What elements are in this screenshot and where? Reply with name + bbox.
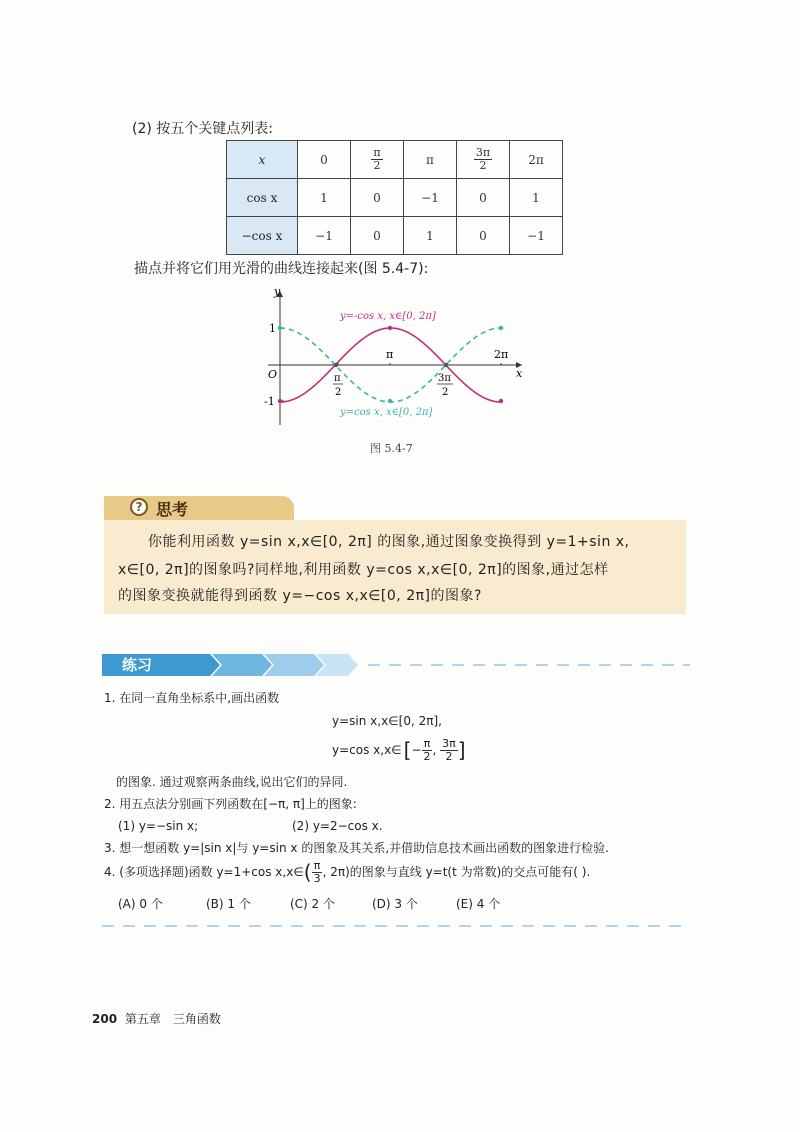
- table-cell: 1: [510, 179, 563, 217]
- point-cos: [278, 326, 282, 330]
- table-header-pi: π: [404, 141, 457, 179]
- page-number: 200: [92, 1012, 118, 1026]
- point-cos: [388, 399, 392, 403]
- table-header-3half-pi: $\frac{3\pi}{2}$: [457, 141, 510, 179]
- intersection-point: [444, 363, 448, 367]
- option-c: (C) 2 个: [290, 897, 336, 911]
- exercise-q4: 4. (多项选择题)函数 y=1+cos x,x∈ ( $\frac{\pi}{3}$ , 2π)的图象与直线 y=t(t 为常数)的交点可能有( ).: [104, 859, 591, 885]
- neg-cos-label: y=-cos x, x∈[0, 2π]: [340, 311, 436, 322]
- exercise-end-divider: [102, 924, 692, 928]
- think-line-2: x∈[0, 2π]的图象吗?同样地,利用函数 y=cos x,x∈[0, 2π]的图象,通过怎样: [118, 562, 609, 578]
- tick-pi: π: [386, 348, 394, 361]
- intersection-point: [334, 363, 338, 367]
- table-cell: −1: [510, 217, 563, 255]
- exercise-title: 练习: [122, 656, 153, 674]
- option-e: (E) 4 个: [456, 897, 501, 911]
- figure-caption: 图 5.4-7: [370, 442, 413, 455]
- key-points-table: [226, 140, 563, 255]
- think-title: 思考: [156, 500, 189, 519]
- plot-description: 描点并将它们用光滑的曲线连接起来(图 5.4-7):: [134, 261, 429, 277]
- table-cell: 0: [457, 217, 510, 255]
- tick-y-neg1: -1: [264, 395, 275, 408]
- exercise-q1-eq1: y=sin x,x∈[0, 2π],: [332, 714, 442, 728]
- exercise-q1-intro: 1. 在同一直角坐标系中,画出函数: [104, 691, 280, 705]
- tick-3half-pi-num: 3π: [438, 373, 451, 384]
- option-d: (D) 3 个: [372, 897, 418, 911]
- table-cell: 1: [404, 217, 457, 255]
- tick-y-1: 1: [269, 322, 276, 335]
- exercise-q1-eq2: y=cos x,x∈ [ − $\frac{\pi}{2}$ , $\frac{3\pi}{2}$ ]: [332, 737, 466, 763]
- point-neg-cos: [499, 399, 503, 403]
- exercise-q1-end: 的图象. 通过观察两条曲线,说出它们的异同.: [116, 775, 348, 789]
- table-cell: 0: [351, 217, 404, 255]
- think-line-1: 你能利用函数 y=sin x,x∈[0, 2π] 的图象,通过图象变换得到 y=1+sin x,: [148, 534, 630, 550]
- table-cell: −1: [298, 217, 351, 255]
- tick-half-pi-den: 2: [335, 387, 342, 398]
- tick-3half-pi-den: 2: [442, 387, 449, 398]
- exercise-q2: 2. 用五点法分别画下列函数在[−π, π]上的图象:: [104, 797, 357, 811]
- row-label-neg-cos: −cos x: [227, 217, 298, 255]
- table-cell: 0: [457, 179, 510, 217]
- table-header-0: 0: [298, 141, 351, 179]
- tick-half-pi-num: π: [334, 373, 341, 384]
- table-header-2pi: 2π: [510, 141, 563, 179]
- row-label-cos: cos x: [227, 179, 298, 217]
- option-a: (A) 0 个: [118, 897, 163, 911]
- exercise-q2-b: (2) y=2−cos x.: [292, 819, 383, 833]
- y-axis-label: y: [274, 285, 281, 298]
- tick-2pi: 2π: [494, 348, 509, 361]
- table-row: [227, 179, 563, 217]
- origin-label: O: [268, 368, 278, 381]
- section-label: (2) 按五个关键点列表:: [132, 121, 273, 137]
- chapter-title: 第五章 三角函数: [124, 1012, 221, 1026]
- page-footer: [92, 1010, 221, 1027]
- cosine-graph: [250, 285, 540, 435]
- table-cell: 1: [298, 179, 351, 217]
- point-neg-cos: [388, 326, 392, 330]
- table-cell: 0: [351, 179, 404, 217]
- think-header: [104, 496, 294, 520]
- option-b: (B) 1 个: [206, 897, 251, 911]
- exercise-banner: [102, 654, 692, 676]
- table-header-x: x: [227, 141, 298, 179]
- cos-label: y=cos x, x∈[0, 2π]: [340, 407, 433, 418]
- exercise-q3: 3. 想一想函数 y=|sin x|与 y=sin x 的图象及其关系,并借助信息技术画出函数的图象进行检验.: [104, 841, 609, 855]
- question-icon: ?: [130, 498, 148, 516]
- think-box: [104, 520, 686, 614]
- exercise-q2-a: (1) y=−sin x;: [118, 819, 199, 833]
- table-row: [227, 141, 563, 179]
- x-axis-label: x: [516, 367, 523, 380]
- table-row: [227, 217, 563, 255]
- table-header-half-pi: $\frac{\pi}{2}$: [351, 141, 404, 179]
- think-line-3: 的图象变换就能得到函数 y=−cos x,x∈[0, 2π]的图象?: [118, 588, 482, 604]
- point-neg-cos: [278, 399, 282, 403]
- table-cell: −1: [404, 179, 457, 217]
- point-cos: [499, 326, 503, 330]
